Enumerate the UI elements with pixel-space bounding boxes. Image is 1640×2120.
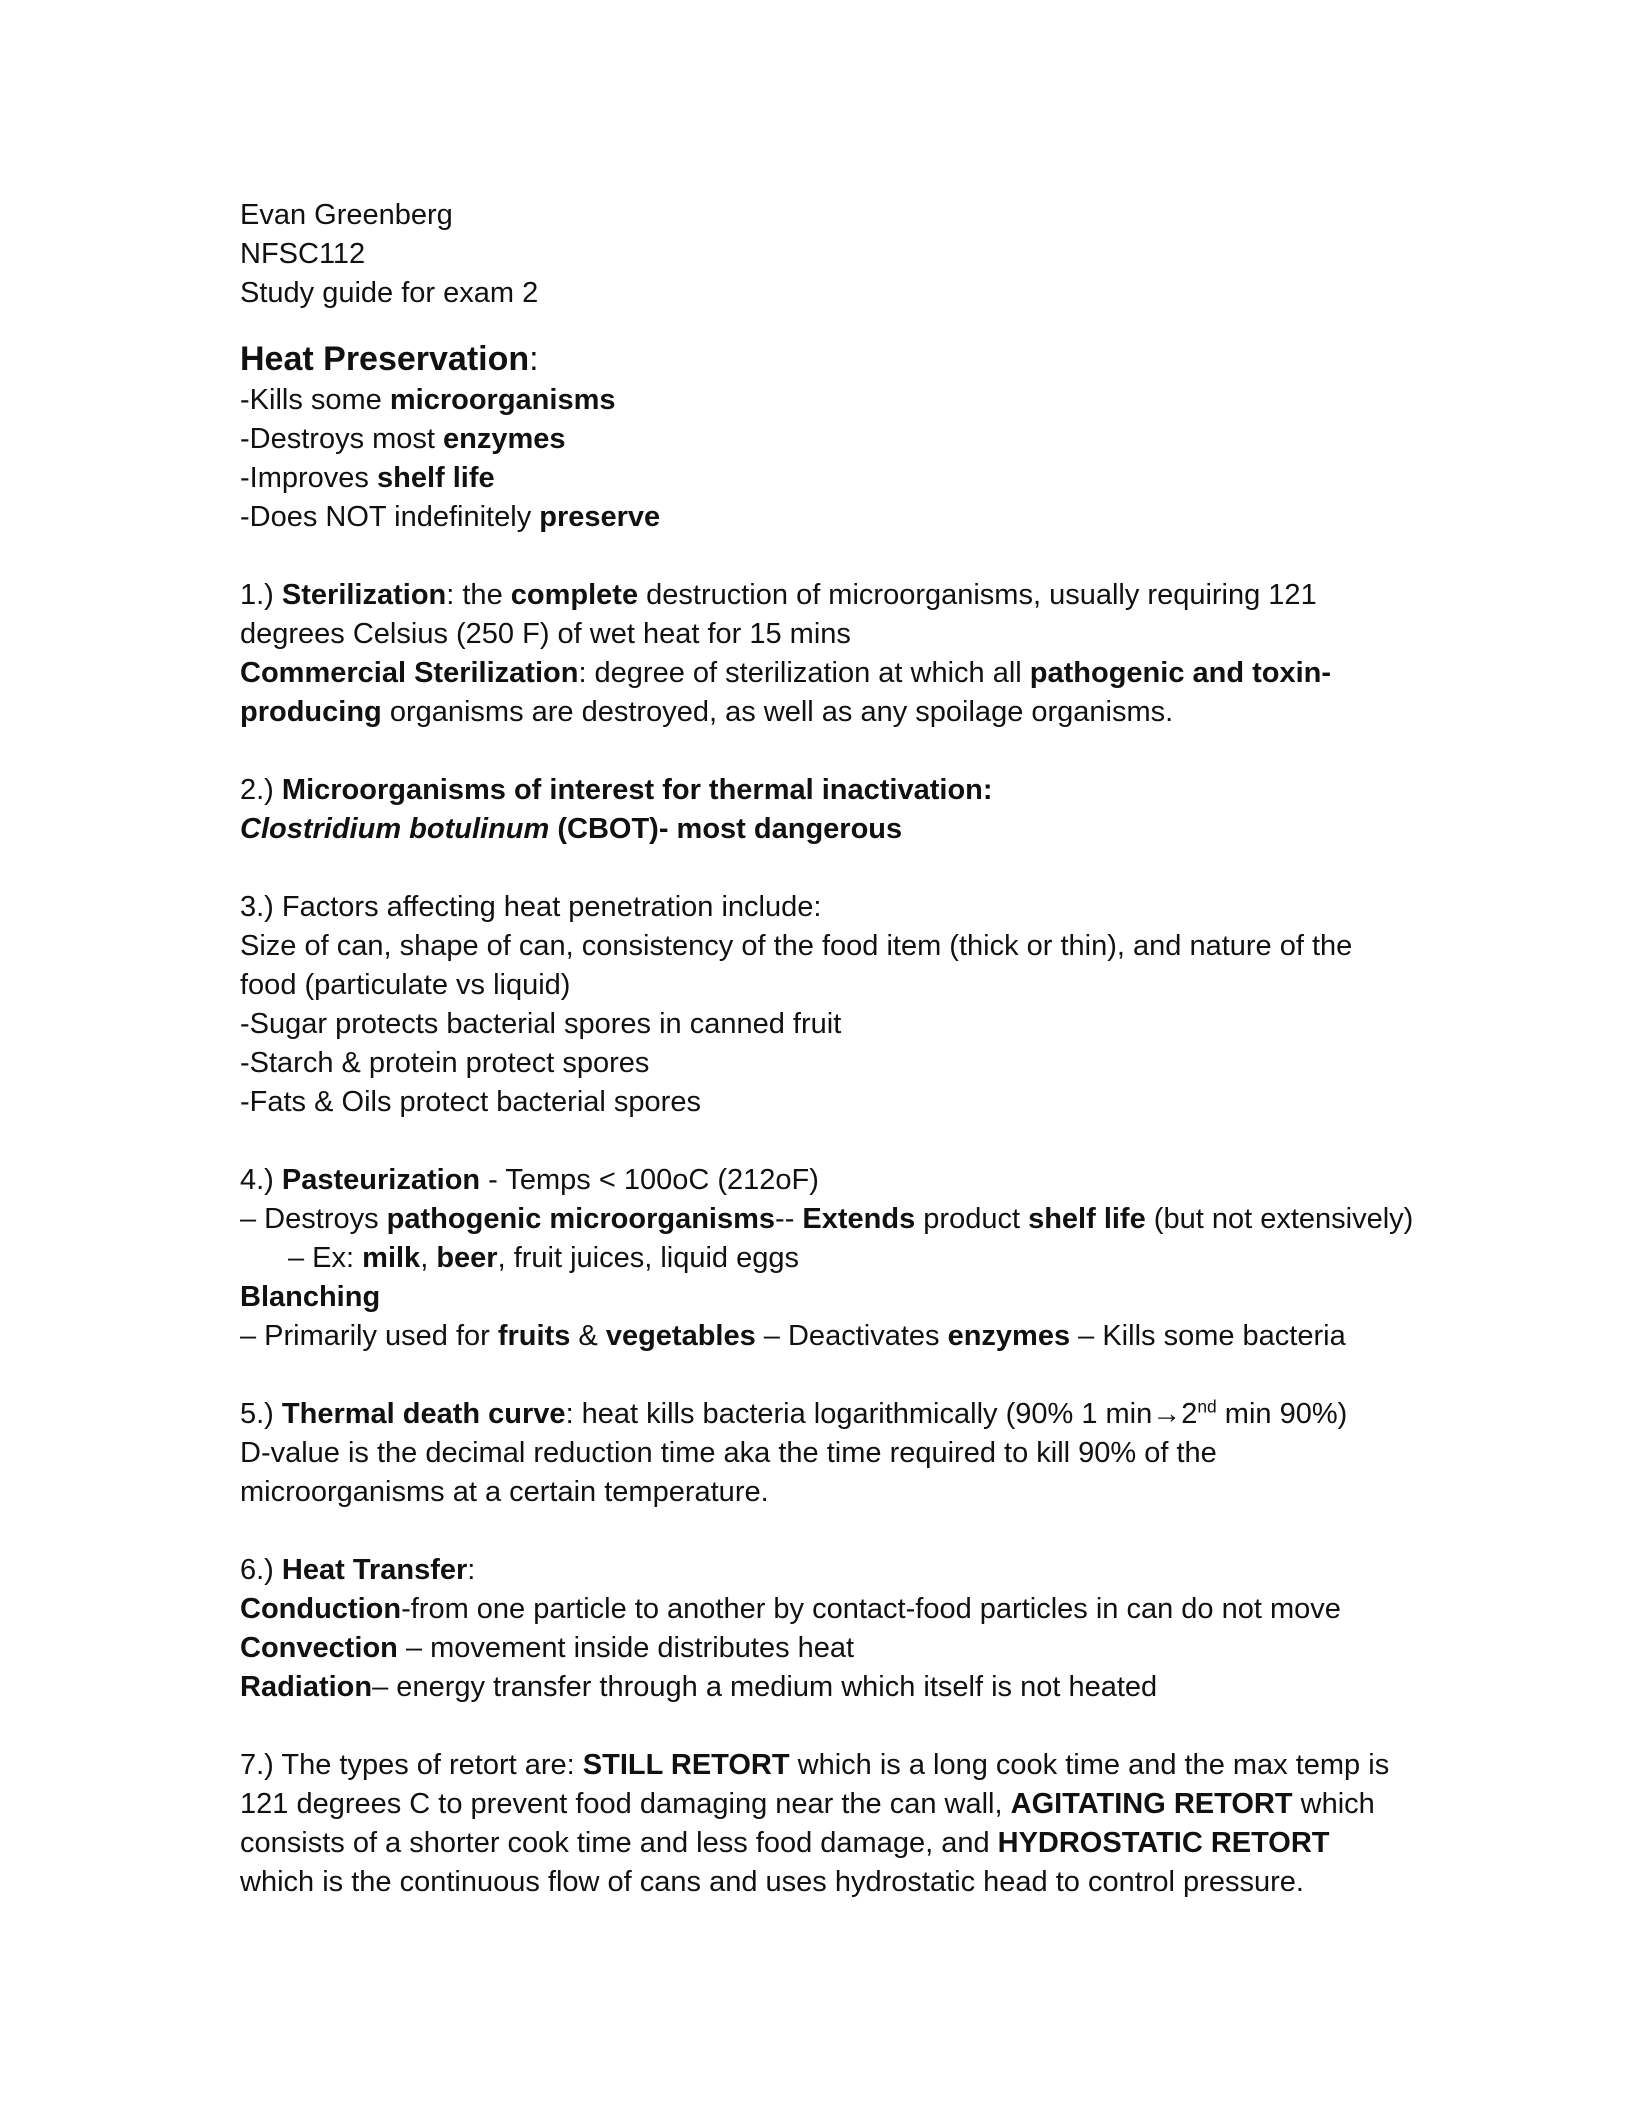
d-value-body: D-value is the decimal reduction time aka the time required to kill 90% of the microorganisms at a certain temperature. <box>240 1437 1217 1508</box>
list-item: Conduction-from one particle to another by contact-food particles in can do not move <box>240 1593 1341 1625</box>
commercial-sterilization: Commercial Sterilization: degree of sterilization at which all pathogenic and toxin-producing organisms are destroyed, as well as any spoilage organisms. <box>240 657 1332 728</box>
document-page <box>240 196 1414 1902</box>
heat-penetration-body: Size of can, shape of can, consistency of the food item (thick or thin), and nature of the food (particulate vs liquid) <box>240 930 1353 1001</box>
document-subtitle: Study guide for exam 2 <box>240 277 539 309</box>
list-item: Radiation– energy transfer through a medium which itself is not heated <box>240 1671 1158 1703</box>
list-item: -Improves shelf life <box>240 462 495 494</box>
list-item: -Starch & protein protect spores <box>240 1047 650 1079</box>
section-sterilization: 1.) Sterilization: the complete destruction of microorganisms, usually requiring 121 degrees Celsius (250 F) of wet heat for 15 mins <box>240 579 1317 650</box>
section-pasteurization: 4.) Pasteurization - Temps < 100oC (212oF) <box>240 1164 819 1196</box>
list-item: -Does NOT indefinitely preserve <box>240 501 661 533</box>
section-heading-heat-preservation: Heat Preservation: <box>240 340 539 378</box>
list-item: Convection – movement inside distributes heat <box>240 1632 855 1664</box>
arrow-icon: → <box>1152 1398 1182 1430</box>
course-code: NFSC112 <box>240 238 366 270</box>
list-item: -Kills some microorganisms <box>240 384 616 416</box>
section-heat-penetration: 3.) Factors affecting heat penetration include: <box>240 891 822 923</box>
organism-line: Clostridium botulinum (CBOT)- most dangerous <box>240 813 903 845</box>
author-name: Evan Greenberg <box>240 199 453 231</box>
section-microorganisms: 2.) Microorganisms of interest for thermal inactivation: <box>240 774 993 806</box>
pasteurization-examples: – Ex: milk, beer, fruit juices, liquid eggs <box>288 1242 800 1274</box>
blanching-detail: – Primarily used for fruits & vegetables – Deactivates enzymes – Kills some bacteria <box>240 1320 1346 1352</box>
section-heat-transfer: 6.) Heat Transfer: <box>240 1554 476 1586</box>
list-item: -Destroys most enzymes <box>240 423 566 455</box>
list-item: -Sugar protects bacterial spores in canned fruit <box>240 1008 842 1040</box>
section-retort-types: 7.) The types of retort are: STILL RETORT which is a long cook time and the max temp is 121 degrees C to prevent food damaging near the can wall, AGITATING RETORT which consists of a shorter cook time and less food damage, and HYDROSTATIC RETORT which is the continuous flow of cans and uses hydrostatic head to control pressure. <box>240 1749 1390 1898</box>
pasteurization-detail: – Destroys pathogenic microorganisms-- Extends product shelf life (but not extensively) <box>240 1203 1414 1235</box>
section-thermal-death-curve: 5.) Thermal death curve: heat kills bacteria logarithmically (90% 1 min→2nd min 90%) <box>240 1396 1348 1430</box>
blanching-heading: Blanching <box>240 1281 381 1313</box>
list-item: -Fats & Oils protect bacterial spores <box>240 1086 701 1118</box>
